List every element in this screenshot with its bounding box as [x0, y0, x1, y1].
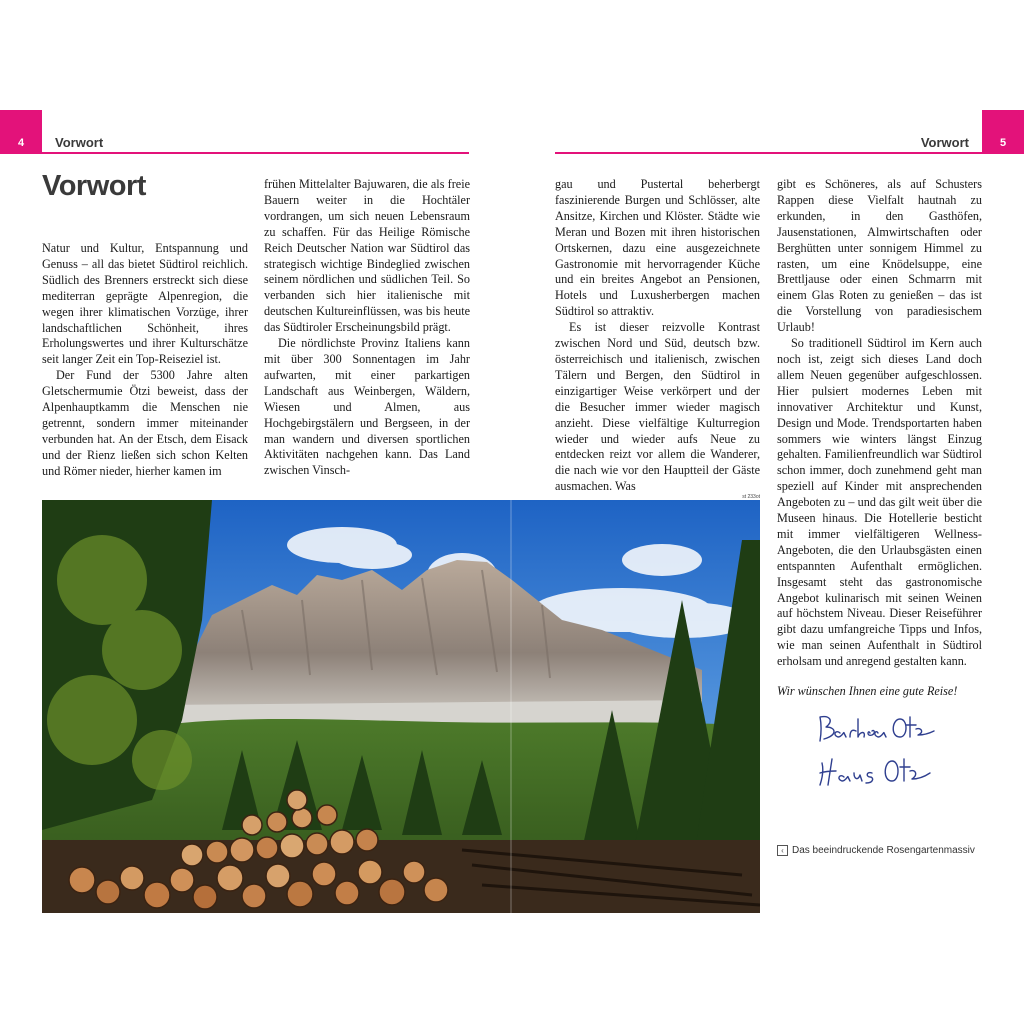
landscape-photo — [42, 500, 760, 913]
chapter-title: Vorwort — [42, 170, 146, 202]
handwritten-signature — [812, 705, 942, 795]
text-column-4 — [777, 177, 982, 700]
page-number-left: 4 — [0, 110, 42, 154]
running-head-left: Vorwort — [55, 135, 104, 150]
header-rule-right — [555, 152, 1024, 154]
paragraph: Natur und Kultur, Entspannung und Genuss – all das bietet Südtirol reichlich. Südlich des Brenners erstreckt sich diese mediterran geprägte Alpenregion, die wegen ihrer klimatischen Vorzüge, ihrer landschaftlichen Schönheit, ihres Erholungswertes und ihrer Kulturschätze seit langer Zeit ein Top-Reiseziel ist. — [42, 241, 248, 367]
paragraph: So traditionell Südtirol im Kern auch noch ist, zeigt sich dieses Land doch allem Neuen gegenüber aufgeschlossen. Hier pulsiert modernes Leben mit innovativer Architektur und Kunst, Design und Mode. Trendsportarten haben sommers wie winters längst Einzug gehalten. Familienfreundlich war Südtirol schon immer, doch zunehmend geht man speziell auf Kinder mit ansprechenden Angeboten zu – und das gilt weit über die Museen hinaus. Die Hotellerie besticht mit immer vielfältigeren Wellness-Angeboten, die den Urlaubsgästen einen entspannten Aufenthalt ermöglichen. Insgesamt steht das gastronomische Angebot kulinarisch mit seinen Weinen auf höchstem Niveau. Dieser Reiseführer gibt dazu umfangreiche Tipps und Infos, wie man seinen Aufenthalt in Südtirol erholsam und anregend gestalten kann. — [777, 336, 982, 669]
paragraph: Die nördlichste Provinz Italiens kann mit über 300 Sonnentagen im Jahr aufwarten, mit einer parkartigen Landschaft aus Weinbergen, Wäldern, Wiesen und Almen, aus Hochgebirgstälern und Bergseen, in der man wandern und diversen sportlichen Aktivitäten nachgehen kann. Das Land zwischen Vinsch- — [264, 336, 470, 478]
paragraph: Es ist dieser reizvolle Kontrast zwischen Nord und Süd, deutsch bzw. österreichisch und italienisch, zwischen Tälern und Bergen, den Südtirol in einzigartiger Weise verkörpert und der die Besucher immer wieder magisch anzieht. Diese vielfältige Kulturregion wieder und wieder aufs Neue zu entdecken reizt vor allem die Wanderer, die nach wie vor den Hauptteil der Gäste ausmachen. Was — [555, 320, 760, 494]
page-number-right: 5 — [982, 110, 1024, 154]
paragraph: Der Fund der 5300 Jahre alten Gletschermumie Ötzi beweist, dass der Alpenhauptkamm die Menschen nie getrennt, sondern immer miteinander verbunden hat. An der Etsch, dem Eisack und der Rienz ließen sich schon Kelten und Römer nieder, hierher kamen im — [42, 368, 248, 478]
caption-text: Das beeindruckende Rosengartenmassiv — [792, 845, 975, 856]
closing-greeting: Wir wünschen Ihnen eine gute Reise! — [777, 684, 958, 699]
text-column-3 — [555, 177, 760, 495]
running-head-right: Vorwort — [920, 135, 969, 150]
photo-credit: st 233ot — [742, 494, 760, 500]
header-rule-left — [0, 152, 469, 154]
text-column-2 — [264, 177, 470, 479]
paragraph: gau und Pustertal beherbergt faszinierende Burgen und Schlösser, alte Ansitze, Kirchen und Klöster. Städte wie Meran und Bozen mit ihren historischen Ortskernen, dazu eine ausgezeichnete Gastronomie mit hervorragender Küche und ein breites Angebot an Pensionen, Hotels und Luxusherbergen machen Südtirol so attraktiv. — [555, 177, 760, 319]
photo-caption — [777, 845, 975, 856]
paragraph: gibt es Schöneres, als auf Schusters Rappen diese Vielfalt hautnah zu erkunden, in den Gasthöfen, Jausenstationen, Almwirtschaften oder Berghütten unter sonnigem Himmel zu rasten, um eine Knödelsuppe, eine Brettljause oder einen Schmarrn mit einem Glas Roten zu genießen – das ist die Vorstellung von paradiesischem Urlaub! — [777, 177, 982, 335]
text-column-1 — [42, 241, 248, 480]
paragraph: frühen Mittelalter Bajuwaren, die als freie Bauern weiter in die Hochtäler vordrangen, um sich neuen Lebensraum zu schaffen. Für das Heilige Römische Reich Deutscher Nation war Südtirol das strategisch wichtige Bindeglied zwischen seinem nördlichen und südlichen Teil. So verbanden sich hier italienische mit deutschen Kultureinflüssen, was bis heute das Südtiroler Erscheinungsbild prägt. — [264, 177, 470, 335]
arrow-left-icon: ‹ — [777, 845, 788, 856]
